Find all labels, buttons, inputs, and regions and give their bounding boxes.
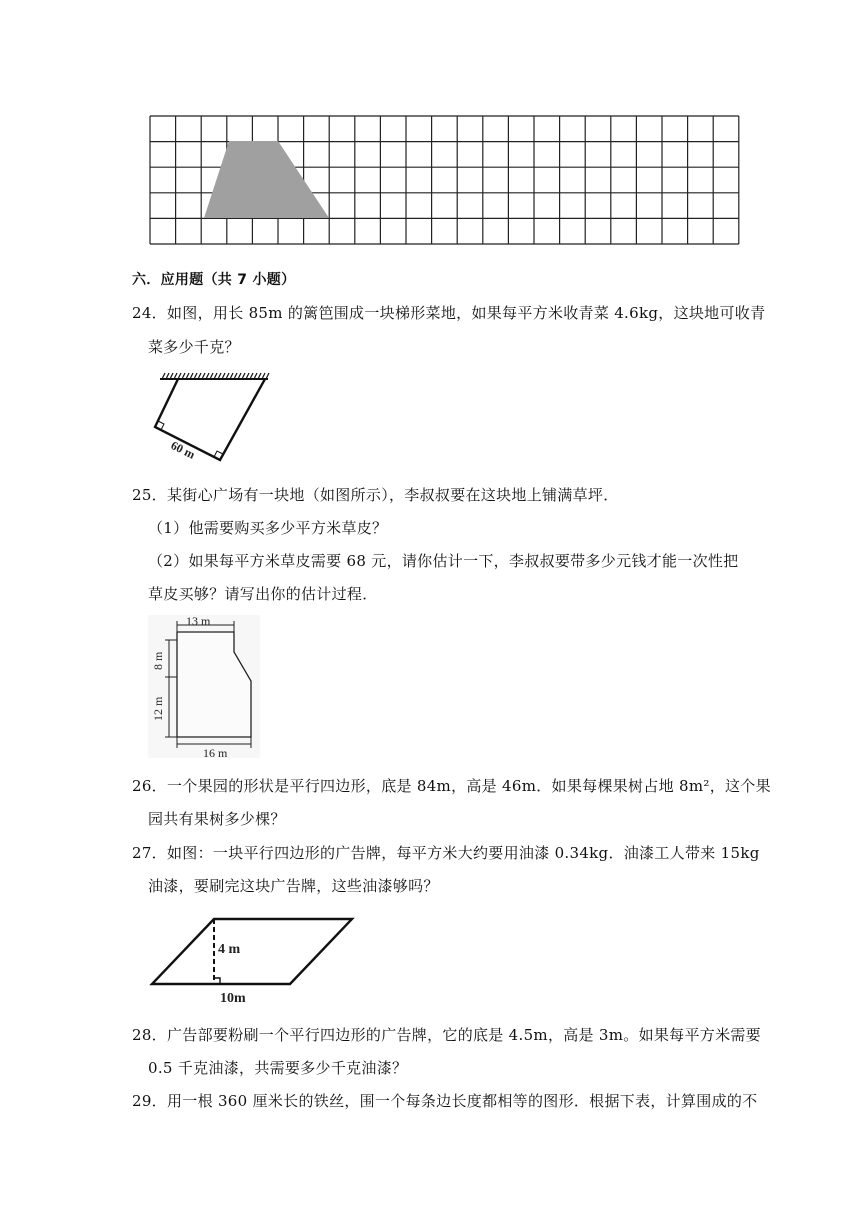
question-number: 29．: [132, 1092, 167, 1110]
question-text: 某街心广场有一块地（如图所示），李叔叔要在这块地上铺满草坪．: [167, 486, 619, 504]
question-text: 用一根 360 厘米长的铁丝，围一个每条边长度都相等的图形．根据下表，计算围成的不: [167, 1092, 758, 1110]
question-text: 一个果园的形状是平行四边形，底是 84m，高是 46m．如果每棵果树占地 8m²，这个果: [167, 777, 771, 795]
question-number: 27．: [132, 844, 167, 862]
question-24-line2: 菜多少千克？: [148, 338, 240, 356]
question-26-line1: [132, 776, 771, 796]
dimension-label-60m: 60 m: [168, 438, 198, 462]
question-25-sub2-cont: 草皮买够？请写出你的估计过程．: [148, 585, 378, 603]
base-label: 10m: [220, 991, 246, 1006]
question-26-line2: 园共有果树多少棵？: [148, 810, 286, 828]
question-27-line2: 油漆，要刷完这块广告牌，这些油漆够吗？: [148, 877, 439, 895]
parallelogram-outline: [152, 919, 352, 984]
question-28-line2: 0.5 千克油漆，共需要多少千克油漆？: [148, 1059, 408, 1077]
q24-trapezoid-figure: [140, 370, 275, 466]
question-25-sub2: （2）如果每平方米草皮需要 68 元，请你估计一下，李叔叔要带多少元钱才能一次性把: [148, 552, 739, 570]
question-number: 26．: [132, 777, 167, 795]
dim-label-left-lower: 12 m: [151, 696, 165, 721]
dim-label-left-upper: 8 m: [151, 651, 165, 670]
dim-label-bottom: 16 m: [203, 746, 228, 758]
question-text: 如图，用长 85m 的篱笆围成一块梯形菜地，如果每平方米收青菜 4.6kg，这块地可收青: [167, 304, 766, 322]
question-25-line1: [132, 485, 619, 505]
height-label: 4 m: [218, 942, 241, 957]
grid-figure: [148, 114, 744, 250]
question-number: 24．: [132, 304, 167, 322]
question-29-line1: [132, 1091, 757, 1111]
section-heading: 六．应用题（共 7 小题）: [132, 272, 296, 288]
question-25-sub1: （1）他需要购买多少平方米草皮？: [148, 519, 388, 537]
question-28-line1: [132, 1025, 761, 1045]
q27-parallelogram-figure: [146, 910, 360, 1008]
question-24-line1: [132, 303, 765, 323]
dim-label-top: 13 m: [186, 615, 211, 628]
question-number: 25．: [132, 486, 167, 504]
question-text: 如图：一块平行四边形的广告牌，每平方米大约要用油漆 0.34kg．油漆工人带来 15kg: [167, 844, 760, 862]
question-27-line1: [132, 843, 760, 863]
gray-trapezoid: [204, 141, 329, 218]
question-text: 广告部要粉刷一个平行四边形的广告牌，它的底是 4.5m，高是 3m。如果每平方米需要: [167, 1026, 761, 1044]
question-number: 28．: [132, 1026, 167, 1044]
q25-plot-figure: [148, 615, 260, 758]
